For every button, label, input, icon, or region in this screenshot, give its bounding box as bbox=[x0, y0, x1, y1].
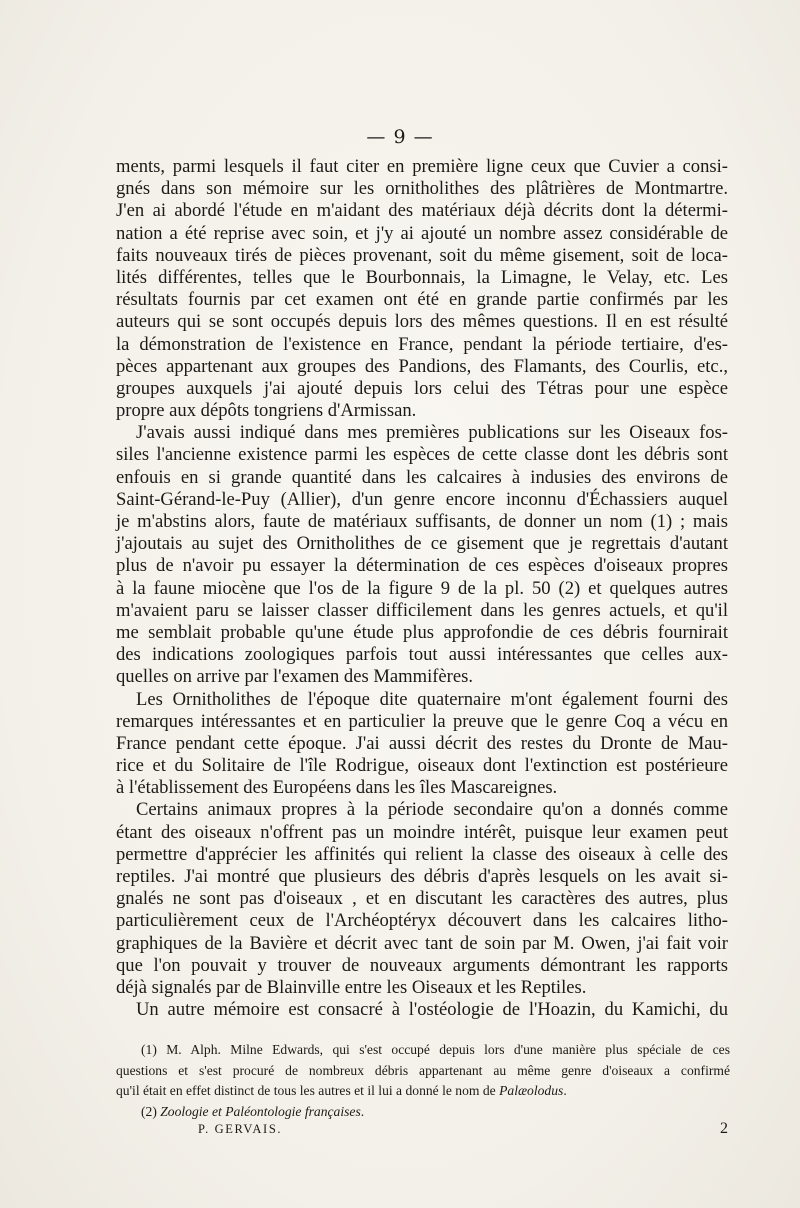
text-line: groupes auxquels j'ai ajouté depuis lors celui des Tétras pour une espèce bbox=[116, 377, 728, 399]
text-line: propre aux dépôts tongriens d'Armissan. bbox=[116, 400, 417, 422]
main-text bbox=[116, 156, 728, 1021]
text-line: je m'abstins alors, faute de matériaux suffisants, de donner un nom (1) ; mais bbox=[116, 511, 728, 532]
footnote-2-number: (2) bbox=[141, 1103, 161, 1119]
text-line: particulièrement ceux de l'Archéoptéryx découvert dans les calcaires litho- bbox=[116, 910, 728, 932]
text-line: étant des oiseaux n'offrent pas un moindre intérêt, puisque leur examen peut bbox=[116, 821, 728, 843]
text-line: reptiles. J'ai montré que plusieurs des débris d'après lesquels on les avait si- bbox=[116, 866, 728, 887]
text-line: résultats fournis par cet examen ont été en grande partie confirmés par les bbox=[116, 289, 728, 311]
text-line: France pendant cette époque. J'ai aussi décrit des restes du Dronte de Mau- bbox=[116, 732, 728, 754]
text-line: à la faune miocène que l'os de la figure 9 de la pl. 50 (2) et quelques autres bbox=[116, 577, 728, 599]
text-line: auteurs qui se sont occupés depuis lors des mêmes questions. Il en est résulté bbox=[116, 311, 728, 333]
text-line: j'ajoutais au sujet des Ornitholithes de ce gisement que je regrettais d'autant bbox=[116, 533, 728, 555]
text-line: quelles on arrive par l'examen des Mammifères. bbox=[116, 666, 474, 688]
text-line: ments, parmi lesquels il faut citer en première ligne ceux que Cuvier a consi- bbox=[116, 156, 728, 177]
text-line: nation a été reprise avec soin, et j'y ai ajouté un nombre assez considérable de bbox=[116, 222, 728, 244]
footnote-1-line: questions et s'est procuré de nombreux débris appartenant au même genre d'oiseaux a confirmé bbox=[116, 1062, 730, 1078]
text-line: plus de n'avoir pu essayer la détermination de ces espèces d'oiseaux propres bbox=[116, 555, 728, 577]
text-line: faits nouveaux tirés de pièces provenant, soit du même gisement, soit de loca- bbox=[116, 244, 728, 266]
text-line: graphiques de la Bavière et décrit avec tant de soin par M. Owen, j'ai fait voir bbox=[116, 932, 728, 954]
footnote-1-line bbox=[116, 1081, 730, 1102]
footnote-1-line: (1) M. Alph. Milne Edwards, qui s'est occupé depuis lors d'une manière plus spéciale de ces bbox=[141, 1042, 730, 1057]
author-signature: P. GERVAIS. bbox=[198, 1122, 283, 1136]
text-line: enfouis en si grande quantité dans les calcaires à indusies des environs de bbox=[116, 466, 728, 488]
footnotes bbox=[116, 1040, 730, 1122]
genus-name: Palæolodus bbox=[499, 1083, 564, 1099]
text-line: rice et du Solitaire de l'île Rodrigue, oiseaux dont l'extinction est postérieure bbox=[116, 755, 728, 777]
footnote-2 bbox=[116, 1102, 730, 1123]
text-line: me semblait probable qu'une étude plus approfondie de ces débris fournirait bbox=[116, 621, 728, 643]
text-line: des indications zoologiques parfois tout aussi intéressantes que celles aux- bbox=[116, 644, 728, 666]
text-line: que l'on pouvait y trouver de nouveaux arguments démontrant les rapports bbox=[116, 954, 728, 976]
text-line: permettre d'apprécier les affinités qui relient la classe des oiseaux à celle des bbox=[116, 843, 728, 865]
text-line: Saint-Gérand-le-Puy (Allier), d'un genre encore inconnu d'Échassiers auquel bbox=[116, 488, 728, 510]
text-line: pèces appartenant aux groupes des Pandions, des Flamants, des Courlis, etc., bbox=[116, 355, 728, 377]
text-line: Les Ornitholithes de l'époque dite quaternaire m'ont également fourni des bbox=[136, 688, 728, 710]
footnote-2-end: . bbox=[360, 1103, 365, 1119]
text-line: lités différentes, telles que le Bourbonnais, la Limagne, le Velay, etc. Les bbox=[116, 266, 728, 288]
text-line: déjà signalés par de Blainville entre les Oiseaux et les Reptiles. bbox=[116, 976, 587, 998]
footnote-1-end: . bbox=[563, 1083, 567, 1099]
text-line: gnés dans son mémoire sur les ornitholithes des plâtrières de Montmartre. bbox=[116, 178, 728, 200]
text-line: J'avais aussi indiqué dans mes premières publications sur les Oiseaux fos- bbox=[136, 422, 728, 444]
text-line: gnalés ne sont pas d'oiseaux , et en discutant les caractères des autres, plus bbox=[116, 888, 728, 910]
sheet-signature: 2 bbox=[720, 1120, 728, 1137]
text-line: remarques intéressantes et en particulier la preuve que le genre Coq a vécu en bbox=[116, 710, 728, 732]
footnote-2-title: Zoologie et Paléontologie françaises bbox=[160, 1103, 361, 1119]
text-line: la démonstration de l'existence en France, pendant la période tertiaire, d'es- bbox=[116, 333, 728, 355]
footnote-1-text: qu'il était en effet distinct de tous les autres et il lui a donné le nom de bbox=[116, 1083, 500, 1099]
text-line: J'en ai abordé l'étude en m'aidant des matériaux déjà décrits dont la détermi- bbox=[116, 200, 728, 222]
text-line: Un autre mémoire est consacré à l'ostéologie de l'Hoazin, du Kamichi, du bbox=[136, 999, 728, 1021]
page-number: — 9 — bbox=[366, 126, 434, 148]
text-line: à l'établissement des Européens dans les îles Mascareignes. bbox=[116, 777, 558, 799]
text-line: m'avaient paru se laisser classer difficilement dans les genres actuels, et qu'il bbox=[116, 599, 728, 621]
text-line: siles l'ancienne existence parmi les espèces de cette classe dont les débris sont bbox=[116, 444, 728, 466]
text-line: Certains animaux propres à la période secondaire qu'on a donnés comme bbox=[136, 799, 728, 821]
